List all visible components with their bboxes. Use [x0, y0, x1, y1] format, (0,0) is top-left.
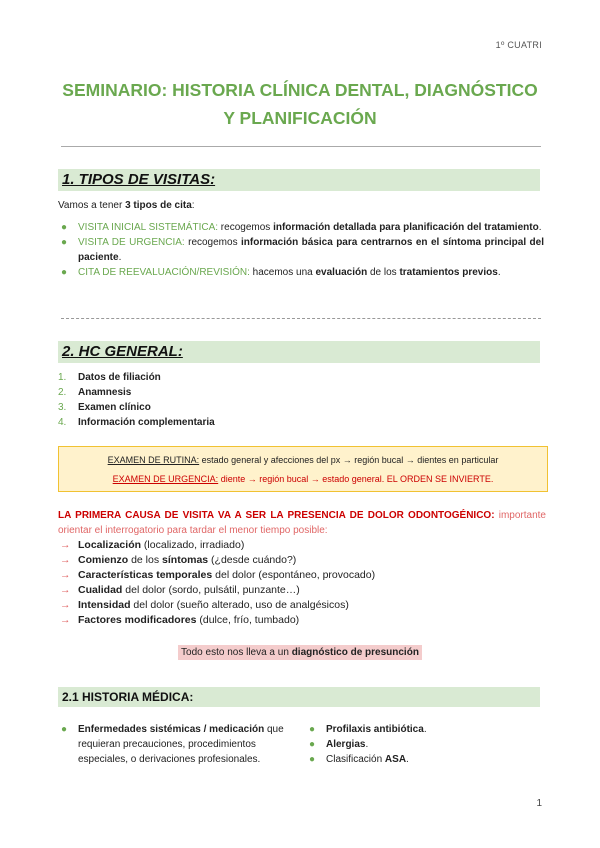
- title-line-2: Y PLANIFICACIÓN: [223, 108, 377, 128]
- item-text: recogemos: [218, 222, 274, 233]
- item-text: .: [365, 739, 369, 750]
- item-text: del dolor (sordo, pulsátil, punzante…): [122, 584, 300, 596]
- item-text: .: [423, 724, 427, 735]
- item-bold: información básica para centrarnos en el síntoma principal del paciente: [78, 237, 545, 263]
- arrow-icon: →: [60, 569, 71, 581]
- list-item: [58, 370, 215, 385]
- item-bold: información detallada para planificación del tratamiento: [273, 222, 539, 233]
- hc-general-list: [58, 370, 215, 430]
- item-bold-2: tratamientos previos: [399, 267, 498, 278]
- section-2-heading: [58, 341, 540, 363]
- item-text: del dolor (sueño alterado, uso de analgésicos): [130, 599, 349, 611]
- pain-questions-list: [58, 538, 375, 628]
- bullet-icon: ●: [309, 724, 316, 735]
- title-line-1: SEMINARIO: HISTORIA CLÍNICA DENTAL, DIAGNÓSTICO: [62, 80, 538, 100]
- list-item: [58, 415, 215, 430]
- item-text: Datos de filiación: [78, 372, 161, 383]
- item-text: del dolor (espontáneo, provocado): [212, 569, 376, 581]
- pain-cause-pink: importante orientar el interrogatorio para tardar el menor tiempo posible:: [58, 510, 546, 536]
- list-item: [58, 265, 544, 280]
- item-text: Información complementaria: [78, 417, 215, 428]
- bullet-icon: ●: [61, 222, 68, 233]
- section-2-heading-text: 2. HC GENERAL:: [62, 343, 183, 360]
- item-post: .: [497, 267, 501, 278]
- item-text: hacemos una: [249, 267, 316, 278]
- urgent-exam-label: EXAMEN DE URGENCIA:: [112, 474, 219, 484]
- item-bold: Comienzo: [78, 554, 129, 566]
- item-text: recogemos: [184, 237, 241, 248]
- bullet-icon: ●: [61, 724, 68, 735]
- list-item: [58, 385, 215, 400]
- section-2-1-heading-text: 2.1 HISTORIA MÉDICA:: [62, 690, 194, 704]
- pain-cause-red: LA PRIMERA CAUSA DE VISITA VA A SER LA PRESENCIA DE DOLOR ODONTOGÉNICO:: [58, 510, 495, 521]
- section-1-intro: [58, 198, 195, 213]
- item-bold: Alergias: [326, 739, 366, 750]
- page-number: 1: [536, 798, 542, 809]
- list-item: [58, 220, 544, 235]
- list-item: [58, 538, 375, 553]
- item-bold-2: síntomas: [162, 554, 209, 566]
- arrow-icon: →: [60, 614, 71, 626]
- list-item: [58, 400, 215, 415]
- highlighted-text: [178, 645, 422, 660]
- list-item: [58, 583, 375, 598]
- routine-exam-text: estado general y afecciones del px → región bucal → dientes en particular: [199, 455, 499, 465]
- item-text: Anamnesis: [78, 387, 132, 398]
- bullet-icon: ●: [61, 237, 68, 248]
- list-item: [306, 752, 540, 767]
- arrow-icon: →: [60, 554, 71, 566]
- medical-history-left-list: [58, 722, 296, 767]
- item-bold: Enfermedades sistémicas / medicación: [78, 724, 265, 735]
- list-item: [306, 722, 540, 737]
- urgent-exam-line: [59, 474, 547, 484]
- visit-types-list: [58, 220, 544, 280]
- item-text: .: [406, 754, 409, 765]
- item-text-2: (¿desde cuándo?): [208, 554, 297, 566]
- item-text-pre: Clasificación: [326, 754, 385, 765]
- arrow-icon: →: [60, 584, 71, 596]
- item-mid: de los: [367, 267, 400, 278]
- item-bold: Localización: [78, 539, 142, 551]
- list-item: [58, 553, 375, 568]
- section-1-heading: [58, 169, 540, 191]
- list-item: [58, 598, 375, 613]
- intro-post: :: [191, 200, 195, 211]
- routine-exam-label: EXAMEN DE RUTINA:: [107, 455, 200, 465]
- list-item: [58, 722, 296, 767]
- item-label: VISITA DE URGENCIA:: [78, 237, 185, 248]
- bullet-icon: ●: [61, 267, 68, 278]
- bullet-icon: ●: [309, 754, 316, 765]
- list-item: [58, 235, 544, 265]
- section-divider: [61, 318, 541, 319]
- item-number: 2.: [58, 387, 67, 398]
- item-bold: Factores modificadores: [78, 614, 197, 626]
- intro-bold: 3 tipos de cita: [125, 200, 192, 211]
- intro-pre: Vamos a tener: [58, 200, 126, 211]
- list-item: [58, 613, 375, 628]
- section-1-heading-text: 1. TIPOS DE VISITAS:: [62, 171, 216, 188]
- arrow-icon: →: [60, 539, 71, 551]
- item-bold: Intensidad: [78, 599, 131, 611]
- list-item: [58, 568, 375, 583]
- highlight-pre: Todo esto nos lleva a un: [181, 647, 292, 658]
- pain-cause-paragraph: [58, 508, 546, 538]
- presumptive-diagnosis-note: [0, 642, 600, 660]
- item-post: .: [538, 222, 542, 233]
- item-number: 3.: [58, 402, 67, 413]
- arrow-icon: →: [60, 599, 71, 611]
- bullet-icon: ●: [309, 739, 316, 750]
- medical-history-right-list: [306, 722, 540, 767]
- exam-order-box: [58, 446, 548, 492]
- urgent-exam-text: diente → región bucal → estado general. EL ORDEN SE INVIERTE.: [218, 474, 494, 484]
- list-item: [306, 737, 540, 752]
- section-2-1-heading: [58, 687, 540, 707]
- item-bold: Profilaxis antibiótica: [326, 724, 424, 735]
- title-divider: [61, 146, 541, 147]
- item-label: CITA DE REEVALUACIÓN/REVISIÓN:: [78, 267, 250, 278]
- item-text: de los: [128, 554, 163, 566]
- header-label: 1º CUATRI: [495, 40, 542, 50]
- item-text: (dulce, frío, tumbado): [196, 614, 300, 626]
- item-text: que requieran precauciones, procedimientos especiales, o derivaciones profesionales.: [78, 724, 284, 765]
- highlight-bold: diagnóstico de presunción: [291, 647, 419, 658]
- routine-exam-line: [59, 455, 547, 465]
- page-title: [40, 76, 560, 132]
- item-number: 4.: [58, 417, 67, 428]
- item-bold: ASA: [384, 754, 407, 765]
- item-text: Examen clínico: [78, 402, 151, 413]
- item-post: .: [118, 252, 122, 263]
- item-bold: evaluación: [315, 267, 368, 278]
- item-bold: Características temporales: [78, 569, 213, 581]
- item-label: VISITA INICIAL SISTEMÁTICA:: [78, 222, 219, 233]
- item-text: (localizado, irradiado): [141, 539, 245, 551]
- item-bold: Cualidad: [78, 584, 123, 596]
- item-number: 1.: [58, 372, 67, 383]
